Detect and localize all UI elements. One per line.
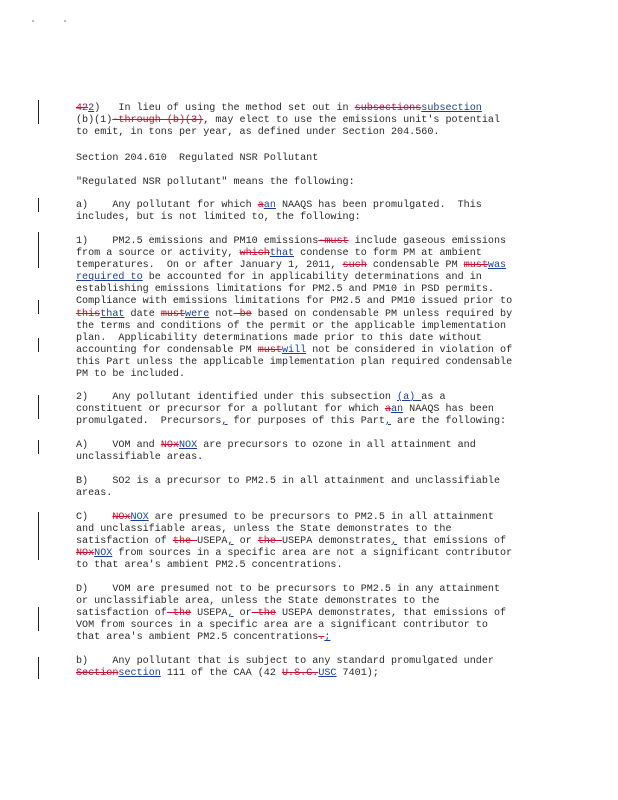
body-text: or <box>233 536 258 548</box>
inserted-text: subsection <box>421 103 482 114</box>
text-line <box>76 296 566 308</box>
text-line <box>76 416 566 428</box>
deleted-text: the <box>172 536 198 548</box>
body-text: 111 of the CAA (42 <box>160 668 282 680</box>
deleted-text: the <box>257 536 282 548</box>
subsection-a <box>76 200 566 224</box>
text-line <box>76 272 566 284</box>
inserted-text: was <box>487 260 507 272</box>
deleted-text: must <box>160 308 186 320</box>
definition-intro <box>76 177 566 189</box>
body-text: "Regulated NSR pollutant" means the following: <box>76 177 355 188</box>
change-bar <box>38 232 39 268</box>
deleted-text: Section <box>76 668 119 680</box>
body-text: establishing emissions limitations for PM2.5 and PM10 in PSD permits. <box>76 284 494 296</box>
body-text: ) In lieu of using the method set out in <box>94 103 355 114</box>
text-line <box>76 153 566 165</box>
text-line <box>76 656 566 668</box>
text-line <box>76 127 566 139</box>
body-text: are the following: <box>391 416 507 428</box>
body-text: based on condensable PM unless required by <box>251 308 513 320</box>
deleted-text: must <box>257 344 282 356</box>
change-bar <box>38 512 39 560</box>
item-a2 <box>76 392 566 428</box>
scan-speck <box>64 20 66 22</box>
item-B <box>76 476 566 500</box>
subsection-b <box>76 656 566 680</box>
text-line <box>76 560 566 572</box>
text-line <box>76 452 566 464</box>
text-line <box>76 536 566 548</box>
body-text: satisfaction of <box>76 536 173 548</box>
body-text: as a <box>421 392 446 403</box>
item-A <box>76 440 566 464</box>
body-text: that emissions of <box>397 536 507 548</box>
body-text: a) Any pollutant for which <box>76 200 258 211</box>
body-text: to emit, in tons per year, as defined under Section 204.560. <box>76 127 440 139</box>
body-text: Compliance with emissions limitations for PM2.5 and PM10 issued prior to <box>76 296 513 308</box>
deleted-text: a <box>384 404 391 416</box>
text-line <box>76 248 566 260</box>
inserted-text: an <box>390 404 404 416</box>
change-bar <box>38 100 39 124</box>
inserted-text: USC <box>318 668 337 680</box>
paragraph-42 <box>76 103 566 139</box>
text-line <box>76 260 566 272</box>
text-line <box>76 488 566 500</box>
body-text: plan. Applicability determinations made prior to this date without <box>76 332 482 344</box>
deleted-text: subsections <box>354 103 422 114</box>
inserted-text: were <box>185 308 210 320</box>
body-text: not be considered in violation of <box>306 344 513 356</box>
text-line <box>76 392 566 404</box>
body-text: and unclassifiable areas, unless the State demonstrates to the <box>76 524 452 536</box>
text-line <box>76 548 566 560</box>
deleted-text: which <box>239 248 270 260</box>
body-text: VOM from sources in a specific area are a significant contributor to <box>76 620 488 632</box>
deleted-text: NOx <box>160 440 179 451</box>
deleted-text: must <box>463 260 488 272</box>
body-text: the terms and conditions of the permit or the applicable implementation <box>76 320 507 332</box>
body-text: USEPA demonstrates <box>281 536 392 548</box>
inserted-text: (a) <box>397 392 422 403</box>
change-bar <box>38 300 39 314</box>
deleted-text: -must <box>318 236 349 247</box>
text-line <box>76 284 566 296</box>
body-text: condense to form PM at ambient <box>294 248 482 260</box>
body-text: condensable PM <box>366 260 464 272</box>
inserted-text: ; <box>324 632 331 644</box>
deleted-text: this <box>76 308 101 320</box>
body-text: to that area's ambient PM2.5 concentrations. <box>76 560 343 572</box>
deleted-text: the <box>166 608 192 620</box>
body-text: b) Any pollutant that is subject to any standard promulgated under <box>76 656 494 667</box>
text-line <box>76 200 566 212</box>
body-text: C) <box>76 512 113 523</box>
item-a1 <box>76 236 566 381</box>
text-line <box>76 236 566 248</box>
text-line <box>76 404 566 416</box>
text-line <box>76 524 566 536</box>
body-text: or unclassifiable area, unless the State demonstrates to the <box>76 596 440 608</box>
change-bar <box>38 657 39 679</box>
deleted-text: -through (b)(3) <box>112 115 204 127</box>
body-text: , may elect to use the emissions unit's potential <box>203 115 501 127</box>
body-text: unclassifiable areas. <box>76 452 204 464</box>
body-text: are presumed to be precursors to PM2.5 in all attainment <box>148 512 494 523</box>
text-line <box>76 369 566 381</box>
item-C <box>76 512 566 572</box>
body-text: PM to be included. <box>76 369 186 381</box>
text-line <box>76 476 566 488</box>
text-line <box>76 345 566 357</box>
text-line <box>76 321 566 333</box>
change-bar <box>38 198 39 212</box>
body-text: include gaseous emissions <box>348 236 507 247</box>
body-text: B) SO2 is a precursor to PM2.5 in all attainment and unclassifiable <box>76 476 501 487</box>
deleted-text: such <box>342 260 367 272</box>
inserted-text: , <box>391 536 398 548</box>
inserted-text: , <box>384 416 391 428</box>
text-line <box>76 440 566 452</box>
deleted-text: . <box>318 632 325 644</box>
text-line <box>76 309 566 321</box>
text-line <box>76 115 566 127</box>
inserted-text: , <box>227 608 234 620</box>
body-text: satisfaction of <box>76 608 167 620</box>
body-text: 2) Any pollutant identified under this subsection <box>76 392 398 403</box>
change-bar <box>38 338 39 352</box>
text-line <box>76 620 566 632</box>
body-text: from sources in a specific area are not a significant contributor <box>112 548 513 560</box>
scan-speck <box>32 20 34 22</box>
body-text: USEPA <box>191 608 228 620</box>
text-line <box>76 668 566 680</box>
deleted-text: NOx <box>112 512 131 523</box>
inserted-text: will <box>281 344 307 356</box>
text-line <box>76 608 566 620</box>
body-text: includes, but is not limited to, the following: <box>76 212 361 224</box>
inserted-text: NOX <box>130 512 149 523</box>
body-text: be accounted for in applicability determinations and in <box>142 272 482 284</box>
inserted-text: section <box>118 668 161 680</box>
text-line <box>76 212 566 224</box>
inserted-text: 2 <box>88 103 95 114</box>
text-line <box>76 596 566 608</box>
body-text: NAAQS has been promulgated. This <box>275 200 482 211</box>
inserted-text: an <box>263 200 276 211</box>
text-line <box>76 357 566 369</box>
inserted-text: , <box>227 536 234 548</box>
text-line <box>76 632 566 644</box>
change-bar <box>38 607 39 631</box>
body-text: (b)(1) <box>76 115 113 127</box>
body-text: temperatures. On or after January 1, 2011, <box>76 260 343 272</box>
inserted-text: that <box>269 248 295 260</box>
item-D <box>76 584 566 644</box>
inserted-text: NOX <box>94 548 113 560</box>
body-text: or <box>233 608 252 620</box>
body-text: D) VOM are presumed not to be precursors to PM2.5 in any attainment <box>76 584 501 595</box>
text-line <box>76 512 566 524</box>
body-text: are precursors to ozone in all attainment and <box>197 440 476 451</box>
text-line <box>76 103 566 115</box>
body-text: not <box>209 308 234 320</box>
body-text: this Part unless the applicable implementation plan required condensable <box>76 356 513 368</box>
body-text: promulgated. Precursors <box>76 416 222 428</box>
inserted-text: NOX <box>178 440 198 451</box>
body-text: for purposes of this Part <box>227 416 385 428</box>
body-text: A) VOM and <box>76 440 161 451</box>
body-text: 7401); <box>336 668 379 680</box>
deleted-text: the <box>251 608 276 620</box>
body-text: 1) PM2.5 emissions and PM10 emissions <box>76 236 319 247</box>
body-text: date <box>124 308 161 320</box>
deleted-text: a <box>257 200 264 211</box>
body-text: accounting for condensable PM <box>76 344 258 356</box>
inserted-text: required to <box>76 272 143 284</box>
body-text: USEPA <box>197 536 228 548</box>
deleted-text: U.S.C. <box>281 668 319 680</box>
body-text: Section 204.610 Regulated NSR Pollutant <box>76 153 319 164</box>
deleted-text: NOx <box>76 548 95 560</box>
change-bar <box>38 395 39 419</box>
body-text: areas. <box>76 488 113 500</box>
change-bar <box>38 440 39 454</box>
text-line <box>76 333 566 345</box>
body-text: NAAQS has been <box>403 404 494 416</box>
inserted-text: , <box>221 416 228 428</box>
body-text: constituent or precursor for a pollutant for which <box>76 404 385 416</box>
inserted-text: that <box>100 308 125 320</box>
body-text: from a source or activity, <box>76 248 240 260</box>
section-heading <box>76 153 566 165</box>
body-text: USEPA demonstrates, that emissions of <box>275 608 507 620</box>
body-text: that area's ambient PM2.5 concentrations <box>76 632 319 644</box>
text-line <box>76 584 566 596</box>
deleted-text: be <box>233 308 252 320</box>
text-line <box>76 177 566 189</box>
deleted-text: 42 <box>76 103 89 114</box>
